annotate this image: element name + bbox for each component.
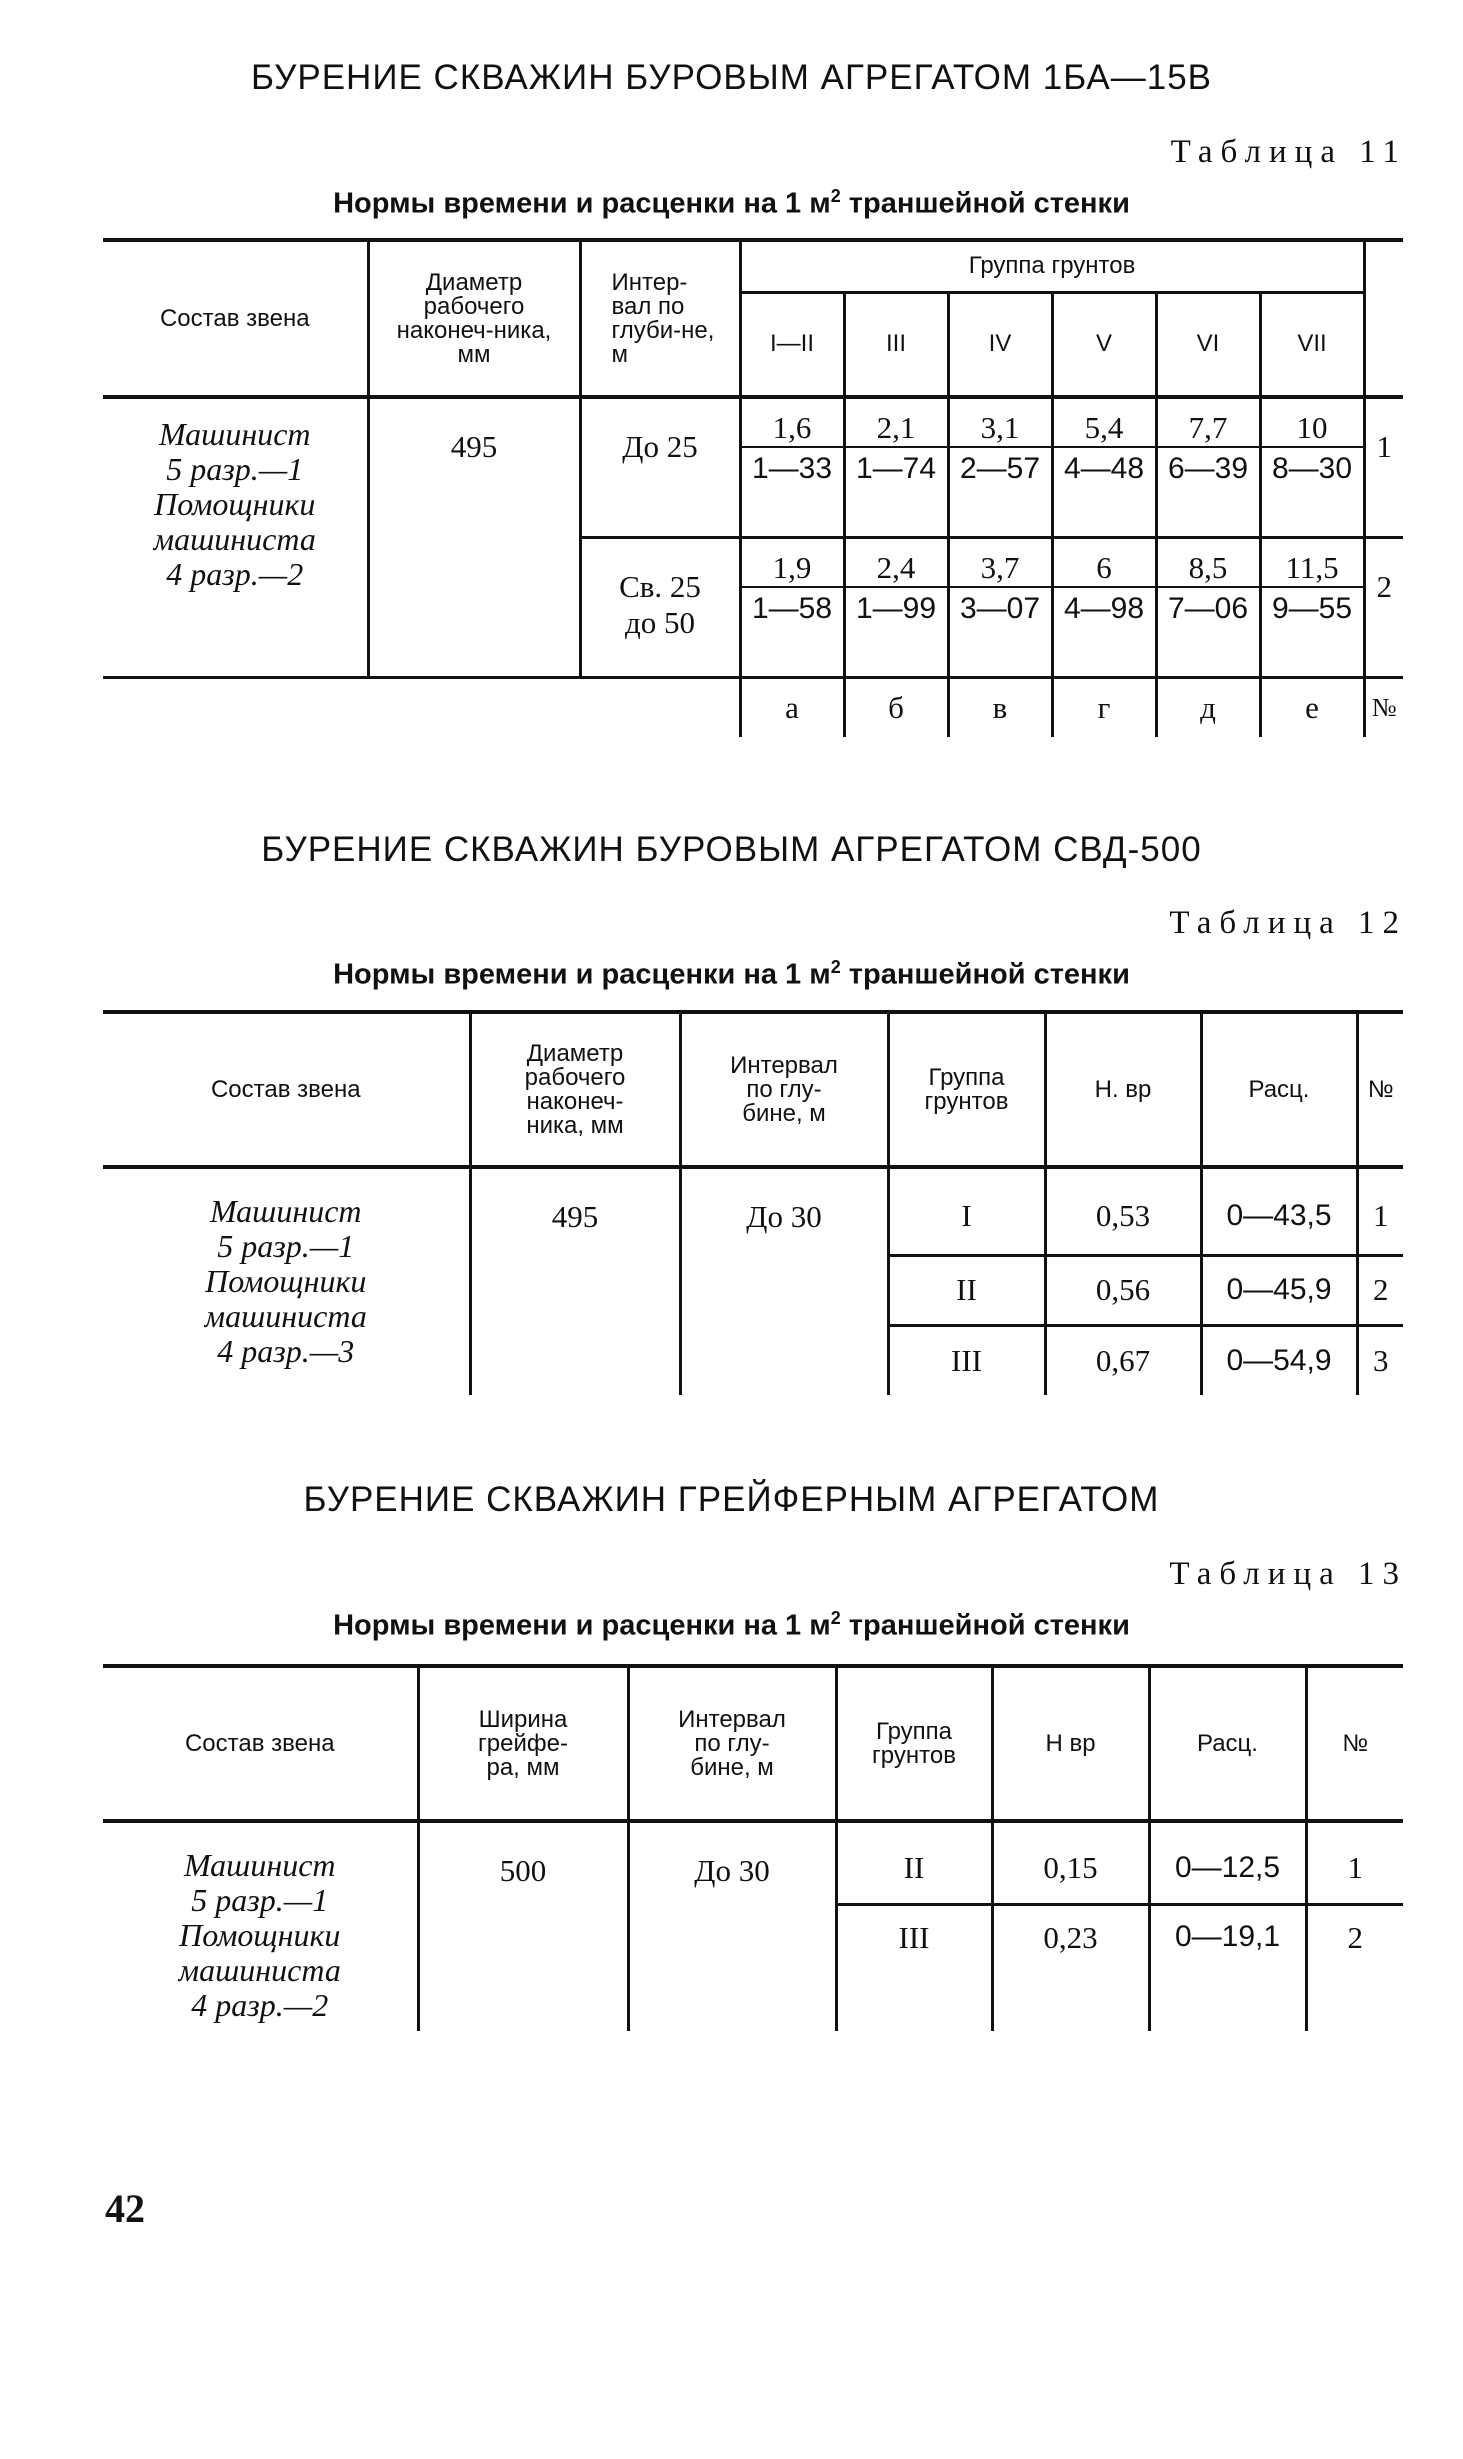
interval-text: До 25 — [622, 429, 698, 464]
group-cell: III — [888, 1325, 1045, 1395]
price-cell: 1—74 — [844, 447, 948, 537]
footer-letter: д — [1156, 677, 1260, 737]
row-no: 2 — [1357, 1255, 1403, 1325]
crew-cell — [103, 1821, 418, 2031]
subtitle-tail: траншейной стенки — [840, 187, 1130, 220]
price-cell: 0—45,9 — [1201, 1255, 1357, 1325]
norm-cell: 3,1 — [948, 397, 1052, 447]
header-interval: Интервал по глу-бине, м — [628, 1666, 836, 1821]
norm-cell: 0,56 — [1045, 1255, 1201, 1325]
header-norm: Н. вр — [1045, 1012, 1201, 1167]
header-crew: Состав звена — [103, 1666, 418, 1821]
header-interval: Интер-вал по глуби-не, м — [580, 240, 740, 397]
header-group: IV — [948, 292, 1052, 397]
crew-line: 5 разр.—1 — [166, 451, 304, 487]
header-price: Расц. — [1149, 1666, 1306, 1821]
row-no: 1 — [1306, 1821, 1403, 1904]
price-cell: 1—33 — [740, 447, 844, 537]
price-cell: 4—48 — [1052, 447, 1156, 537]
subtitle-sup: 2 — [830, 1608, 841, 1628]
norm-cell: 6 — [1052, 537, 1156, 587]
norm-cell: 3,7 — [948, 537, 1052, 587]
table-13 — [103, 1664, 1403, 2031]
table-12 — [103, 1010, 1403, 1395]
price-cell: 0—54,9 — [1201, 1325, 1357, 1395]
header-group: III — [844, 292, 948, 397]
norm-cell: 0,53 — [1045, 1167, 1201, 1255]
price-cell: 6—39 — [1156, 447, 1260, 537]
norm-cell: 0,23 — [992, 1904, 1149, 2031]
price-cell: 0—19,1 — [1149, 1904, 1306, 2031]
price-cell: 2—57 — [948, 447, 1052, 537]
row-no: 2 — [1364, 537, 1403, 677]
crew-line: Машинист — [209, 1193, 362, 1229]
subtitle-text: Нормы времени и расценки на 1 м — [333, 958, 831, 991]
header-group: VII — [1260, 292, 1364, 397]
group-cell: II — [836, 1821, 992, 1904]
interval-cell: До 30 — [628, 1821, 836, 2031]
section3-subtitle — [0, 1608, 1463, 1643]
crew-line: 5 разр.—1 — [217, 1228, 355, 1264]
price-cell: 9—55 — [1260, 587, 1364, 677]
norm-cell: 1,6 — [740, 397, 844, 447]
footer-letter: б — [844, 677, 948, 737]
norm-cell: 2,1 — [844, 397, 948, 447]
header-soil-group: Группа грунтов — [836, 1666, 992, 1821]
crew-line: Машинист — [183, 1847, 336, 1883]
row-no: 1 — [1357, 1167, 1403, 1255]
header-group: I—II — [740, 292, 844, 397]
row-no: 3 — [1357, 1325, 1403, 1395]
footer-empty — [368, 677, 580, 737]
group-cell: II — [888, 1255, 1045, 1325]
price-cell: 1—99 — [844, 587, 948, 677]
diameter-cell: 495 — [368, 397, 580, 677]
price-cell: 3—07 — [948, 587, 1052, 677]
footer-letter: е — [1260, 677, 1364, 737]
interval-text: Св. 25 — [619, 568, 701, 604]
section2-table-label: Таблица 12 — [1169, 905, 1407, 941]
header-width: Ширина грейфе-ра, мм — [418, 1666, 628, 1821]
header-group: V — [1052, 292, 1156, 397]
footer-letter: в — [948, 677, 1052, 737]
crew-line: 4 разр.—3 — [217, 1333, 355, 1369]
price-cell: 0—43,5 — [1201, 1167, 1357, 1255]
crew-line: Машинист — [158, 416, 311, 452]
crew-line: машиниста — [153, 521, 316, 557]
crew-line: машиниста — [204, 1298, 367, 1334]
footer-letter: а — [740, 677, 844, 737]
price-cell: 7—06 — [1156, 587, 1260, 677]
section2-heading: БУРЕНИЕ СКВАЖИН БУРОВЫМ АГРЕГАТОМ СВД-500 — [261, 830, 1202, 869]
interval-cell: До 30 — [680, 1167, 888, 1395]
table-11 — [103, 238, 1403, 737]
header-diameter: Диаметр рабочего наконеч-ника, мм — [470, 1012, 680, 1167]
norm-cell: 7,7 — [1156, 397, 1260, 447]
norm-cell: 10 — [1260, 397, 1364, 447]
crew-line: 5 разр.—1 — [191, 1882, 329, 1918]
header-interval: Интервал по глу-бине, м — [680, 1012, 888, 1167]
section3-table-label: Таблица 13 — [1169, 1556, 1407, 1592]
section2-subtitle — [0, 957, 1463, 992]
price-cell: 4—98 — [1052, 587, 1156, 677]
group-cell: I — [888, 1167, 1045, 1255]
crew-line: 4 разр.—2 — [191, 1987, 329, 2023]
crew-cell — [103, 397, 368, 677]
header-group: VI — [1156, 292, 1260, 397]
crew-cell — [103, 1167, 470, 1395]
footer-no: № — [1364, 677, 1403, 737]
header-soil-group: Группа грунтов — [888, 1012, 1045, 1167]
footer-empty — [580, 677, 740, 737]
subtitle-sup: 2 — [830, 186, 841, 206]
subtitle-sup: 2 — [830, 957, 841, 977]
price-cell: 0—12,5 — [1149, 1821, 1306, 1904]
row-no: 1 — [1364, 397, 1403, 537]
norm-cell: 8,5 — [1156, 537, 1260, 587]
header-no-empty — [1364, 240, 1403, 397]
row-no: 2 — [1306, 1904, 1403, 2031]
page-number: 42 — [105, 2186, 145, 2231]
footer-empty — [103, 677, 368, 737]
header-diameter: Диаметр рабочего наконеч-ника, мм — [368, 240, 580, 397]
norm-cell: 1,9 — [740, 537, 844, 587]
section1-heading: БУРЕНИЕ СКВАЖИН БУРОВЫМ АГРЕГАТОМ 1БА—15В — [250, 58, 1213, 97]
norm-cell: 2,4 — [844, 537, 948, 587]
header-crew: Состав звена — [103, 240, 368, 397]
crew-line: Помощники — [154, 486, 316, 522]
crew-line: Помощники — [179, 1917, 341, 1953]
header-no: № — [1357, 1012, 1403, 1167]
crew-line: 4 разр.—2 — [166, 556, 304, 592]
subtitle-text: Нормы времени и расценки на 1 м — [333, 187, 831, 220]
header-crew: Состав звена — [103, 1012, 470, 1167]
header-soil-group: Группа грунтов — [740, 240, 1364, 292]
interval-cell — [580, 397, 740, 537]
header-norm: Н вр — [992, 1666, 1149, 1821]
width-cell: 500 — [418, 1821, 628, 2031]
norm-cell: 5,4 — [1052, 397, 1156, 447]
crew-line: Помощники — [205, 1263, 367, 1299]
section1-subtitle — [0, 186, 1463, 221]
section3-heading: БУРЕНИЕ СКВАЖИН ГРЕЙФЕРНЫМ АГРЕГАТОМ — [303, 1480, 1160, 1519]
section1-table-label: Таблица 11 — [1170, 134, 1407, 170]
subtitle-text: Нормы времени и расценки на 1 м — [333, 1609, 831, 1642]
header-no: № — [1306, 1666, 1403, 1821]
subtitle-tail: траншейной стенки — [840, 958, 1130, 991]
price-cell: 8—30 — [1260, 447, 1364, 537]
norm-cell: 0,15 — [992, 1821, 1149, 1904]
group-cell: III — [836, 1904, 992, 2031]
footer-letter: г — [1052, 677, 1156, 737]
interval-cell — [580, 537, 740, 677]
header-price: Расц. — [1201, 1012, 1357, 1167]
norm-cell: 11,5 — [1260, 537, 1364, 587]
price-cell: 1—58 — [740, 587, 844, 677]
norm-cell: 0,67 — [1045, 1325, 1201, 1395]
diameter-cell: 495 — [470, 1167, 680, 1395]
crew-line: машиниста — [178, 1952, 341, 1988]
interval-text: до 50 — [624, 604, 696, 640]
subtitle-tail: траншейной стенки — [840, 1609, 1130, 1642]
